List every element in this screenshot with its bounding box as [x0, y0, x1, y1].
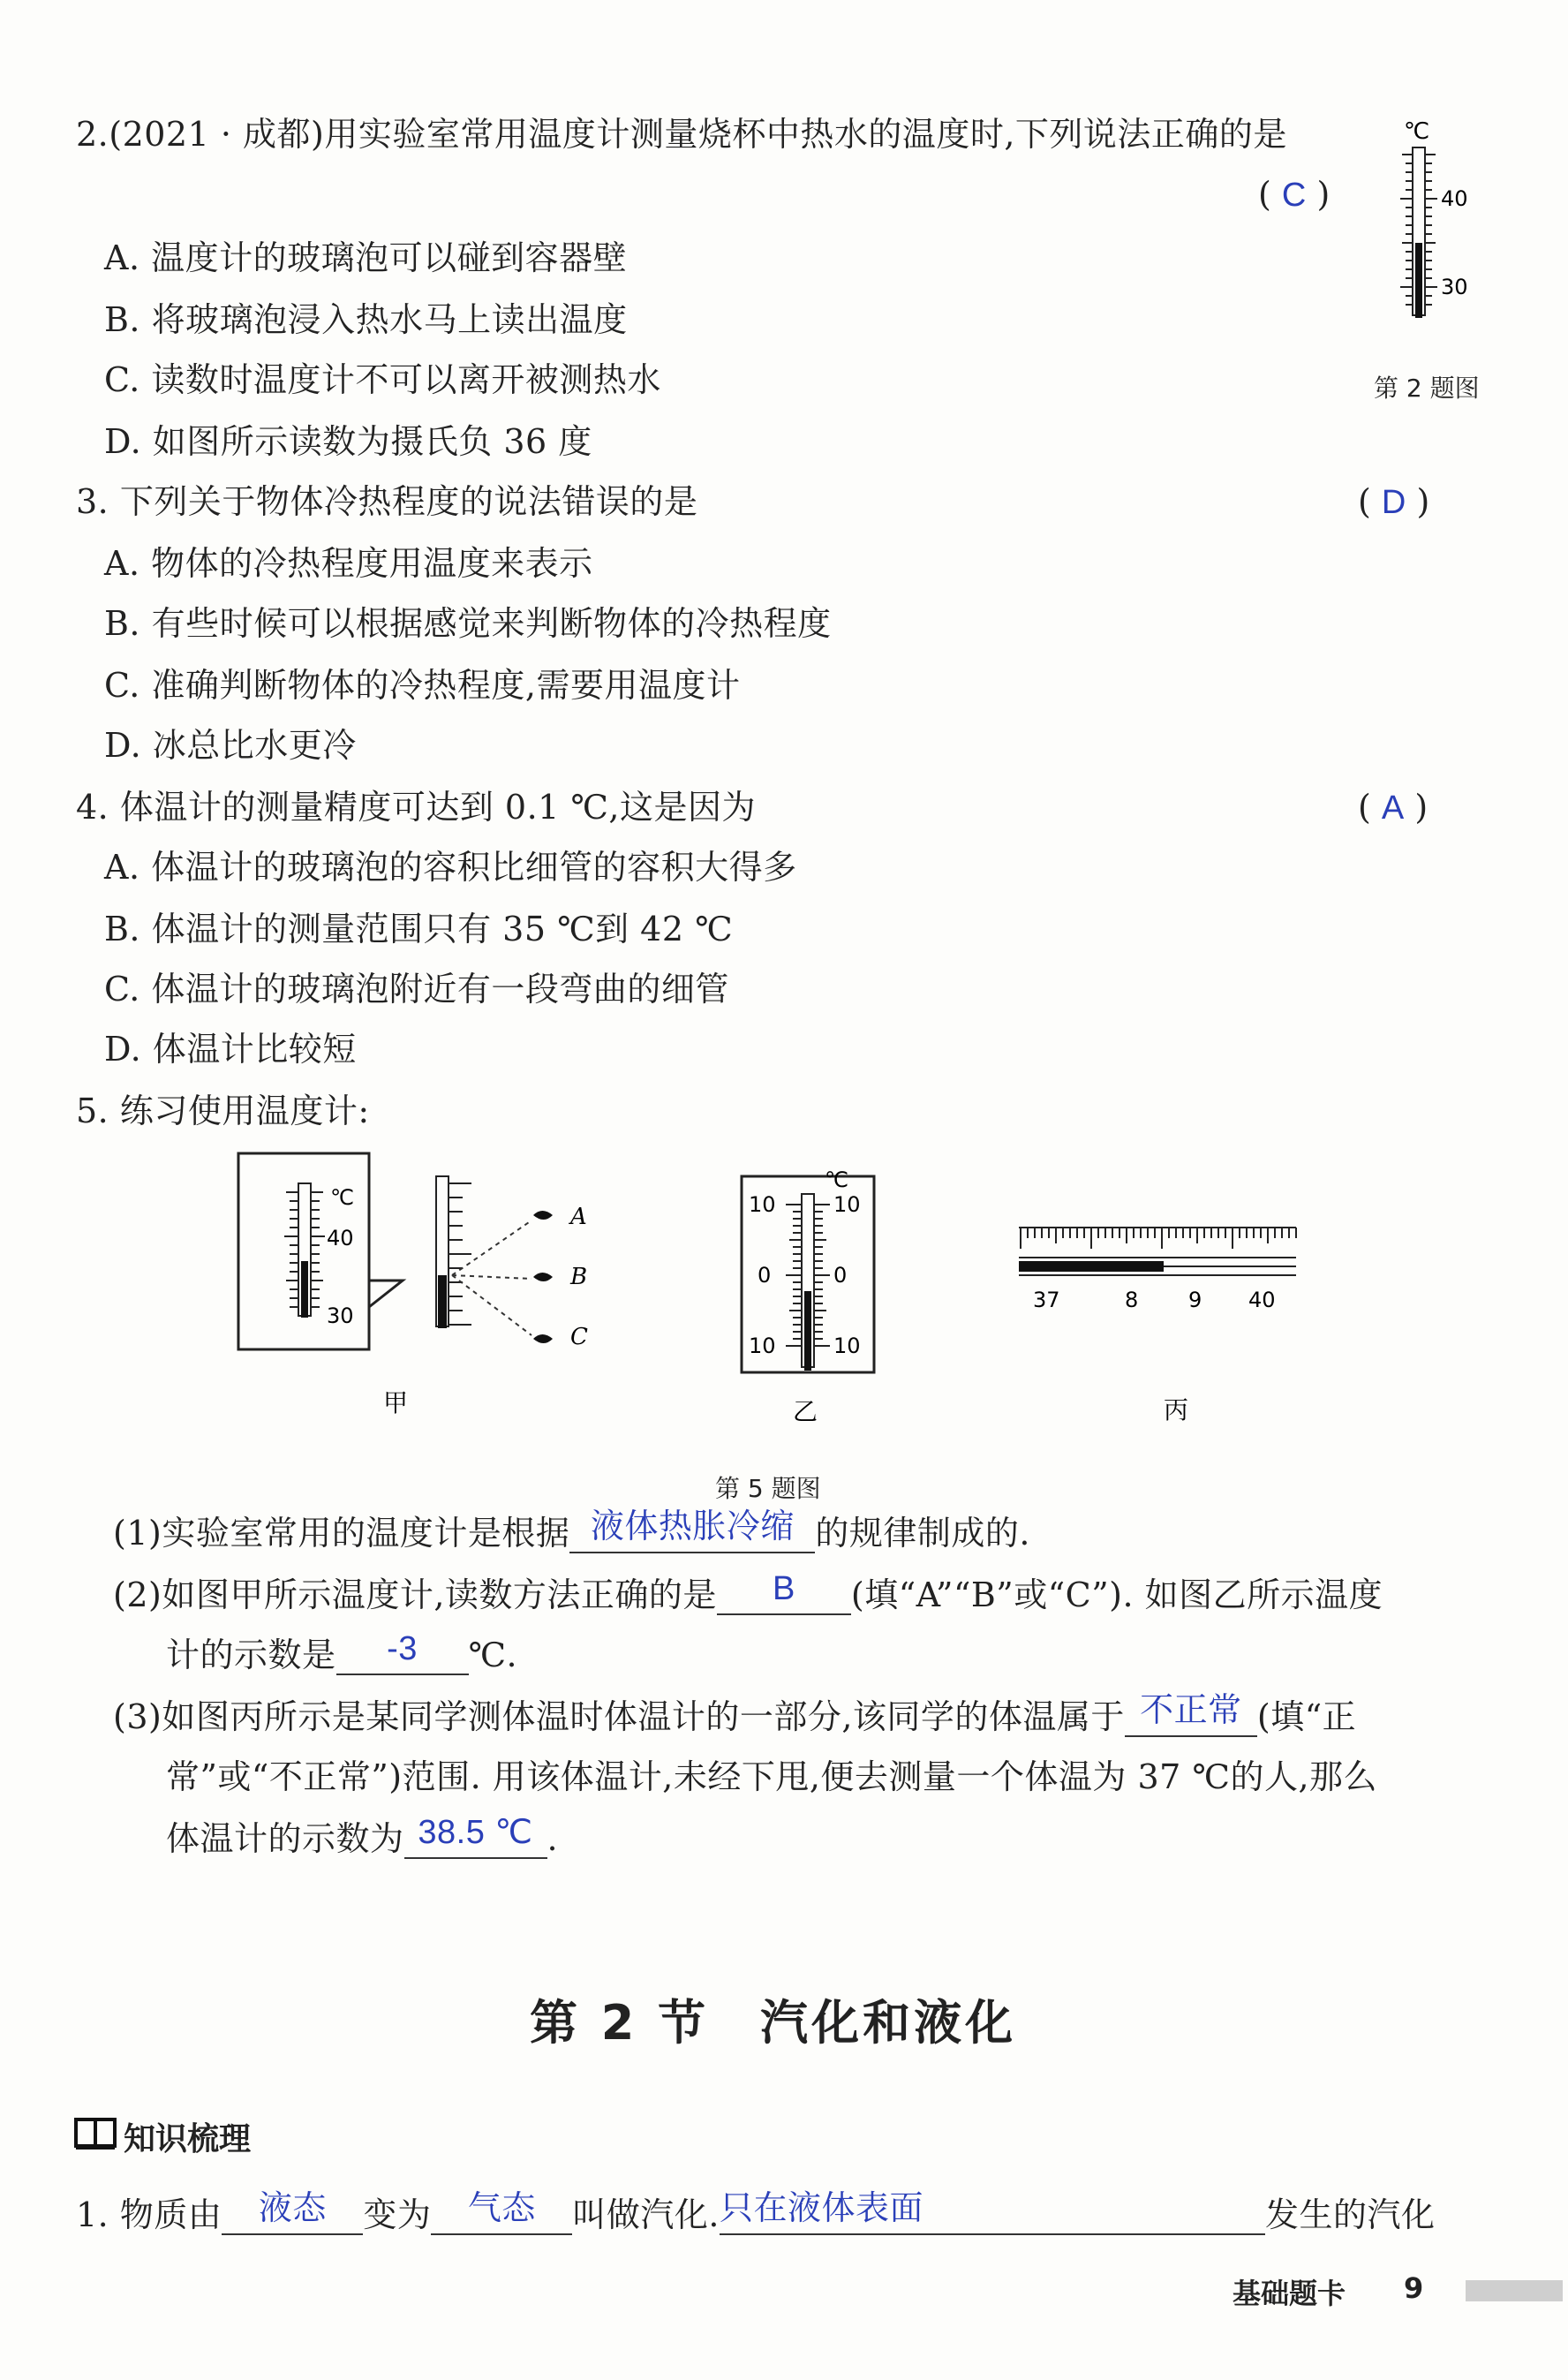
yi-left-0: 0 — [758, 1263, 772, 1288]
q5-part3: (3)如图丙所示是某同学测体温时体温计的一部分,该同学的体温属于 不正常 (填“正 — [113, 1692, 1357, 1736]
q5-part3-cont: 常”或“不正常”)范围. 用该体温计,未经下甩,便去测量一个体温为 37 ℃的人,那么 — [166, 1757, 1378, 1796]
q2-option-c: C. 读数时温度计不可以离开被测热水 — [104, 360, 661, 399]
bing-label: 丙 — [1164, 1395, 1189, 1424]
q4-answer-paren: ( A ) — [1358, 788, 1429, 827]
yi-left-10-top: 10 — [749, 1192, 776, 1217]
q2-figure-caption: 第 2 题图 — [1374, 374, 1480, 403]
q2-tick-30: 30 — [1441, 275, 1468, 299]
q2-tick-40: 40 — [1441, 186, 1468, 211]
k1-line: 1. 物质由 液态 变为 气态 叫做汽化.只在液体表面 发生的汽化 — [76, 2190, 1436, 2234]
q3-option-a: A. 物体的冷热程度用温度来表示 — [104, 544, 593, 583]
q5-p2-answer: B — [772, 1570, 795, 1607]
q5-figure-yi — [738, 1164, 897, 1438]
q4-stem: 4. 体温计的测量精度可达到 0.1 ℃,这是因为 — [76, 788, 757, 827]
q2-option-b: B. 将玻璃泡浸入热水马上读出温度 — [104, 300, 628, 339]
q5-stem: 5. 练习使用温度计: — [76, 1092, 370, 1130]
bing-tick-8: 8 — [1125, 1288, 1139, 1312]
q3-answer-paren: ( D ) — [1358, 482, 1430, 521]
q2-stem: 2.(2021 · 成都)用实验室常用温度计测量烧杯中热水的温度时,下列说法正确的是 — [76, 115, 1287, 154]
q5-p1-answer: 液体热胀冷缩 — [590, 1508, 795, 1545]
yi-right-0: 0 — [833, 1263, 848, 1288]
jia-tick-30: 30 — [327, 1303, 354, 1328]
k1-answer1: 液态 — [258, 2190, 327, 2227]
section-title: 第 2 节 汽化和液化 — [530, 1995, 1017, 2051]
knowledge-heading: 知识梳理 — [124, 2121, 252, 2157]
q5-part3-cont2: 体温计的示数为 38.5 ℃ . — [166, 1814, 559, 1858]
bing-tick-9: 9 — [1188, 1288, 1202, 1312]
q5-part2-cont: 计的示数是 -3 ℃. — [166, 1630, 518, 1674]
q4-option-b: B. 体温计的测量范围只有 35 ℃到 42 ℃ — [104, 910, 734, 948]
footer-label: 基础题卡 — [1233, 2277, 1346, 2310]
q2-unit-label: ℃ — [1404, 118, 1430, 145]
q3-stem: 3. 下列关于物体冷热程度的说法错误的是 — [76, 482, 698, 521]
yi-left-10-bottom: 10 — [749, 1334, 776, 1358]
eye-label-a: A — [570, 1204, 587, 1230]
q2-thermometer-figure — [1377, 110, 1483, 340]
eye-label-b: B — [570, 1264, 588, 1290]
jia-tick-40: 40 — [327, 1226, 354, 1250]
k1-answer2: 气态 — [467, 2190, 536, 2227]
eye-label-c: C — [570, 1324, 588, 1350]
q2-answer-paren: ( C ) — [1258, 175, 1331, 214]
q5-figure-jia — [231, 1148, 637, 1439]
yi-right-10-top: 10 — [833, 1192, 861, 1217]
k1-answer3: 只在液体表面 — [719, 2190, 923, 2227]
q5-p2-answer2: -3 — [387, 1630, 418, 1667]
q3-option-b: B. 有些时候可以根据感觉来判断物体的冷热程度 — [104, 604, 832, 643]
yi-label: 乙 — [793, 1397, 818, 1426]
q4-option-a: A. 体温计的玻璃泡的容积比细管的容积大得多 — [104, 848, 797, 887]
q5-p3-answer: 不正常 — [1140, 1692, 1242, 1729]
q2-option-d: D. 如图所示读数为摄氏负 36 度 — [104, 422, 592, 461]
bing-tick-37: 37 — [1033, 1288, 1060, 1312]
q2-answer: C — [1281, 177, 1307, 214]
q5-figure-caption: 第 5 题图 — [715, 1474, 821, 1503]
q5-figure-bing — [1015, 1219, 1307, 1431]
q4-option-d: D. 体温计比较短 — [104, 1030, 357, 1069]
book-icon — [74, 2116, 120, 2151]
q3-option-c: C. 准确判断物体的冷热程度,需要用温度计 — [104, 666, 741, 705]
footer-tab — [1466, 2280, 1563, 2301]
q5-part1: (1)实验室常用的温度计是根据 液体热胀冷缩 的规律制成的. — [113, 1508, 1030, 1553]
q5-part2: (2)如图甲所示温度计,读数方法正确的是 B (填“A”“B”或“C”). 如图乙所示温度 — [113, 1570, 1383, 1614]
yi-right-10-bottom: 10 — [833, 1334, 861, 1358]
q4-answer: A — [1381, 790, 1405, 827]
bing-tick-40: 40 — [1248, 1288, 1276, 1312]
yi-unit-label: ℃ — [825, 1167, 848, 1192]
q3-option-d: D. 冰总比水更冷 — [104, 726, 357, 765]
jia-unit-label: ℃ — [330, 1185, 354, 1210]
jia-label: 甲 — [383, 1388, 409, 1417]
q3-answer: D — [1381, 484, 1406, 521]
eye-icon — [533, 1211, 553, 1343]
q5-p3-answer2: 38.5 ℃ — [418, 1814, 533, 1851]
page-number: 9 — [1404, 2271, 1424, 2305]
q4-option-c: C. 体温计的玻璃泡附近有一段弯曲的细管 — [104, 970, 729, 1009]
q2-option-a: A. 温度计的玻璃泡可以碰到容器壁 — [104, 238, 628, 277]
